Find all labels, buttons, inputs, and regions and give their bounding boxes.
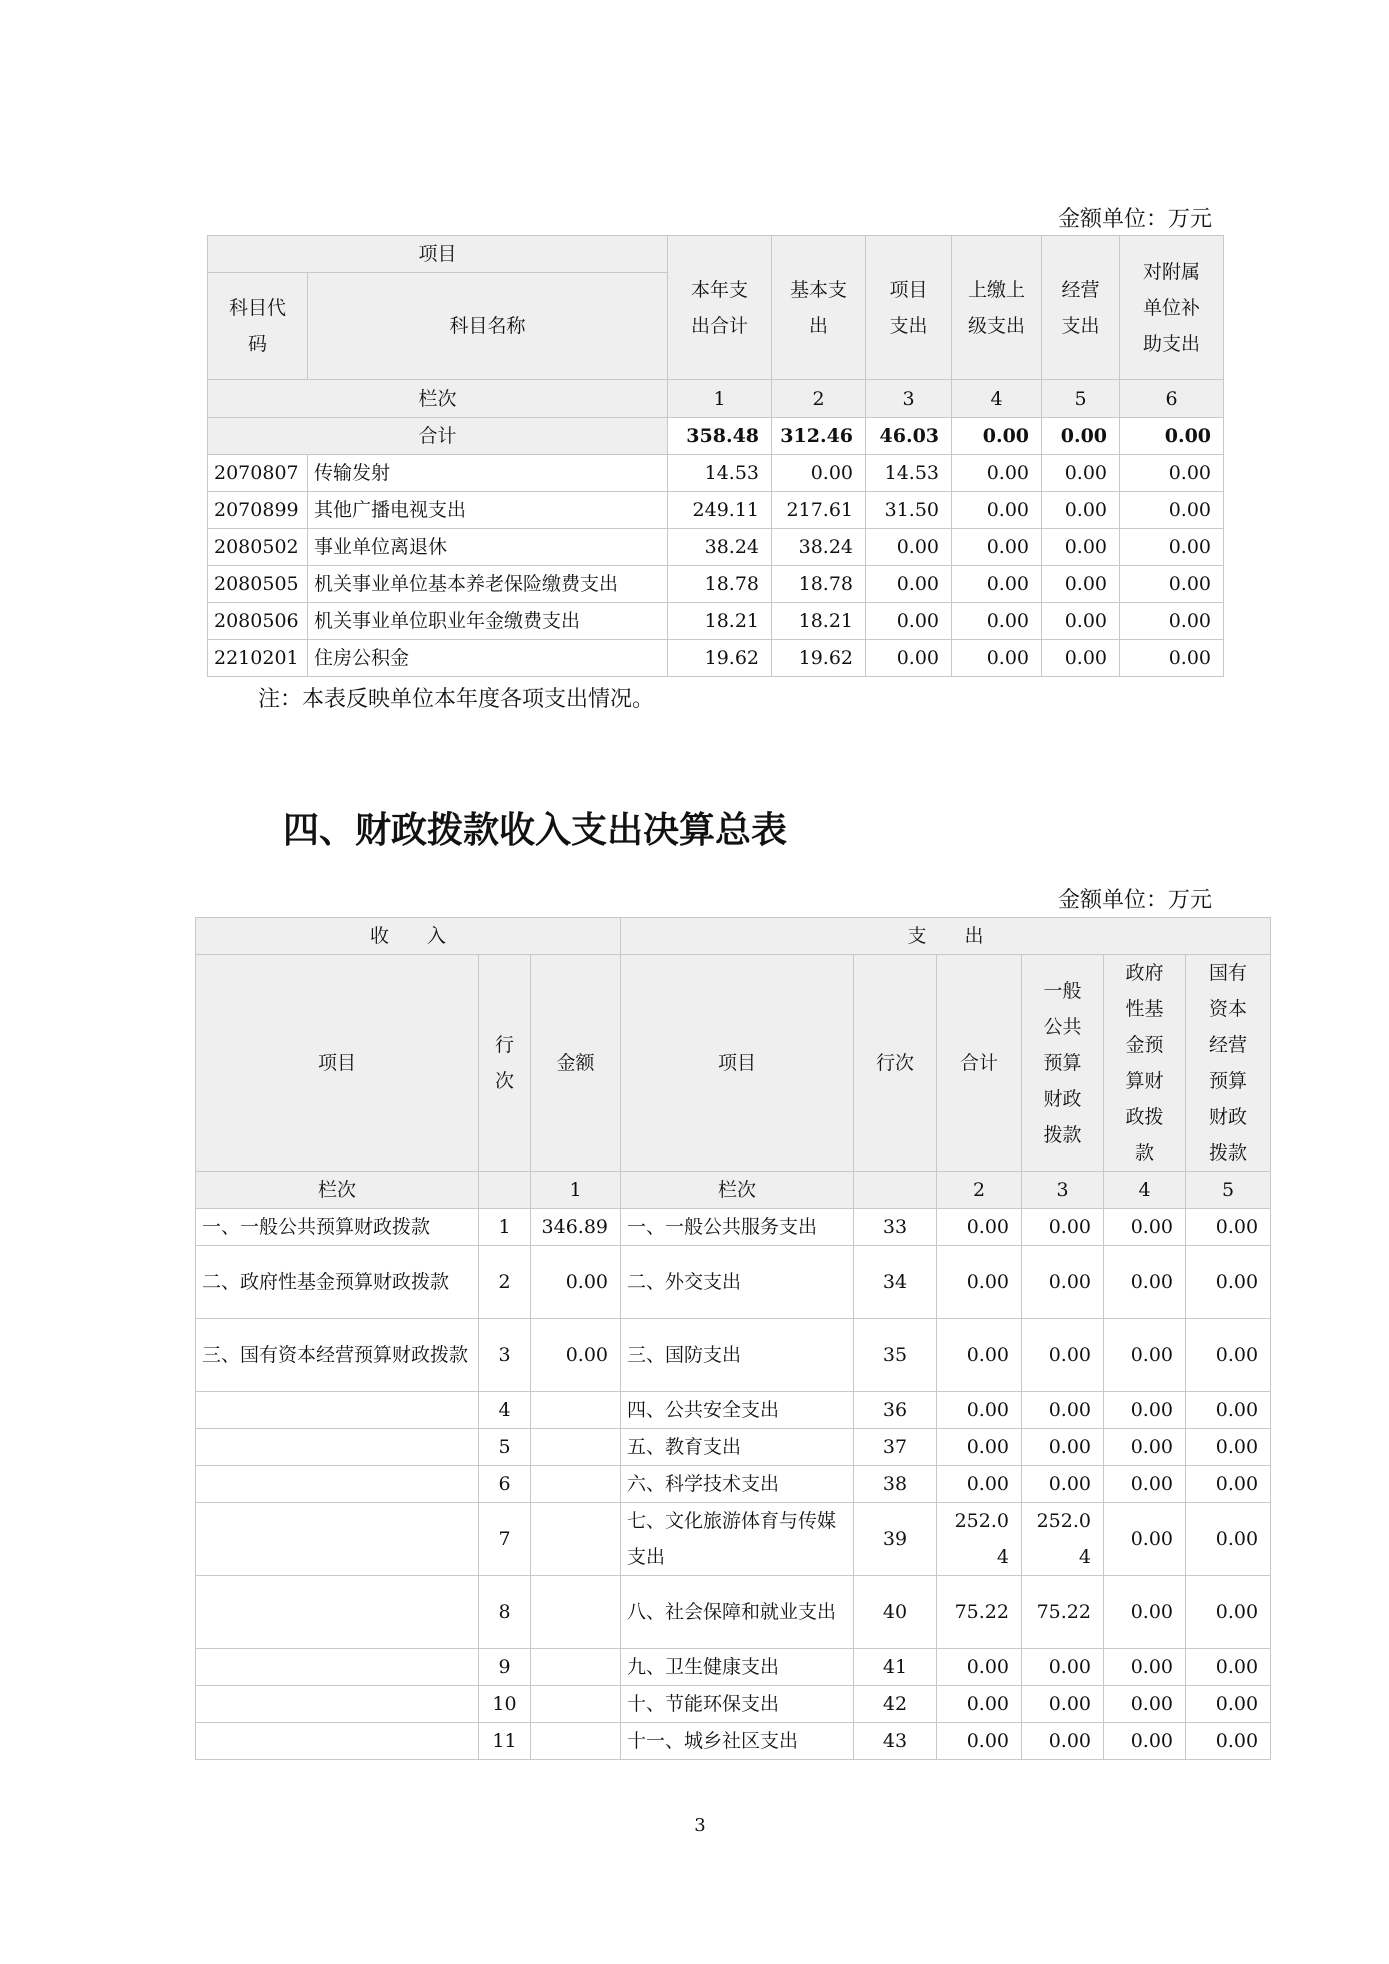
expense-table	[207, 235, 1224, 677]
expense-row-no: 41	[854, 1649, 937, 1686]
table-row	[196, 1649, 1271, 1686]
table-row	[196, 1576, 1271, 1649]
header-code: 科目代码	[208, 273, 308, 380]
header-item2: 项目	[621, 955, 854, 1172]
expense-amount: 0.00	[1186, 1503, 1271, 1576]
income-amount: 0.00	[531, 1319, 621, 1392]
expense-amount: 0.00	[1104, 1686, 1186, 1723]
income-row-no: 2	[479, 1246, 531, 1319]
expense-amount: 0.00	[937, 1209, 1022, 1246]
expense-amount: 0.00	[937, 1392, 1022, 1429]
expense-amount: 0.00	[1186, 1319, 1271, 1392]
expense-row-no: 40	[854, 1576, 937, 1649]
table-row	[196, 1466, 1271, 1503]
amount-cell: 18.78	[772, 566, 866, 603]
expense-amount: 0.00	[1186, 1576, 1271, 1649]
amount-cell: 0.00	[1042, 603, 1120, 640]
header-amount: 金额	[531, 955, 621, 1172]
expense-amount: 75.22	[1022, 1576, 1104, 1649]
expense-amount: 0.00	[1022, 1429, 1104, 1466]
subject-code: 2070807	[208, 455, 308, 492]
expense-row-no: 33	[854, 1209, 937, 1246]
expense-row-no: 37	[854, 1429, 937, 1466]
fiscal-summary-table	[195, 917, 1271, 1760]
income-row-no: 3	[479, 1319, 531, 1392]
income-item	[196, 1649, 479, 1686]
expense-item: 五、教育支出	[621, 1429, 854, 1466]
table-row	[196, 1723, 1271, 1760]
amount-cell: 18.21	[772, 603, 866, 640]
expense-amount: 0.00	[937, 1246, 1022, 1319]
total-value: 0.00	[1042, 418, 1120, 455]
amount-cell: 0.00	[1120, 492, 1224, 529]
expense-row-no: 36	[854, 1392, 937, 1429]
amount-cell: 0.00	[952, 566, 1042, 603]
subject-name: 机关事业单位基本养老保险缴费支出	[308, 566, 668, 603]
subject-code: 2080506	[208, 603, 308, 640]
amount-cell: 217.61	[772, 492, 866, 529]
expense-row-no: 34	[854, 1246, 937, 1319]
income-item	[196, 1466, 479, 1503]
income-row-no: 4	[479, 1392, 531, 1429]
table-row	[208, 566, 1224, 603]
expense-item: 七、文化旅游体育与传媒支出	[621, 1503, 854, 1576]
expense-amount: 0.00	[1104, 1246, 1186, 1319]
header-basic: 基本支出	[772, 236, 866, 380]
expense-amount: 0.00	[937, 1466, 1022, 1503]
col-num: 1	[531, 1172, 621, 1209]
table-row	[196, 1429, 1271, 1466]
expense-amount: 0.00	[1022, 1466, 1104, 1503]
expense-amount: 0.00	[1186, 1429, 1271, 1466]
col-label: 栏次	[208, 380, 668, 418]
amount-cell: 0.00	[1042, 455, 1120, 492]
total-value: 0.00	[1120, 418, 1224, 455]
expense-amount: 75.22	[937, 1576, 1022, 1649]
header-name: 科目名称	[308, 273, 668, 380]
income-amount: 0.00	[531, 1246, 621, 1319]
col-num-empty	[854, 1172, 937, 1209]
expense-amount: 0.00	[1104, 1466, 1186, 1503]
income-amount	[531, 1576, 621, 1649]
expense-amount: 252.04	[1022, 1503, 1104, 1576]
amount-cell: 0.00	[952, 603, 1042, 640]
col-num: 6	[1120, 380, 1224, 418]
amount-cell: 0.00	[866, 529, 952, 566]
expense-amount: 0.00	[1104, 1392, 1186, 1429]
header-project: 项目	[208, 236, 668, 273]
amount-cell: 0.00	[1120, 603, 1224, 640]
expense-amount: 0.00	[1022, 1723, 1104, 1760]
expense-item: 一、一般公共服务支出	[621, 1209, 854, 1246]
col-num: 2	[772, 380, 866, 418]
expense-amount: 0.00	[1104, 1649, 1186, 1686]
expense-amount: 0.00	[1022, 1686, 1104, 1723]
amount-cell: 0.00	[866, 566, 952, 603]
page-number: 3	[694, 1815, 706, 1836]
expense-amount: 0.00	[1186, 1686, 1271, 1723]
expense-amount: 0.00	[1186, 1392, 1271, 1429]
expense-amount: 0.00	[1022, 1319, 1104, 1392]
expense-item: 十一、城乡社区支出	[621, 1723, 854, 1760]
col-num-empty	[479, 1172, 531, 1209]
amount-cell: 0.00	[952, 529, 1042, 566]
header-project-expense: 项目支出	[866, 236, 952, 380]
amount-cell: 31.50	[866, 492, 952, 529]
amount-cell: 0.00	[952, 640, 1042, 677]
unit-label-table1: 金额单位：万元	[1057, 207, 1212, 232]
income-item	[196, 1392, 479, 1429]
amount-cell: 0.00	[866, 603, 952, 640]
expense-item: 九、卫生健康支出	[621, 1649, 854, 1686]
unit-label-table2: 金额单位：万元	[1057, 888, 1212, 913]
expense-amount: 0.00	[1104, 1429, 1186, 1466]
expense-amount: 0.00	[1186, 1209, 1271, 1246]
table-row	[196, 1209, 1271, 1246]
expense-amount: 0.00	[1186, 1246, 1271, 1319]
amount-cell: 0.00	[772, 455, 866, 492]
table-row	[208, 603, 1224, 640]
table-row	[208, 455, 1224, 492]
amount-cell: 0.00	[1120, 566, 1224, 603]
expense-item: 二、外交支出	[621, 1246, 854, 1319]
amount-cell: 18.78	[668, 566, 772, 603]
income-row-no: 11	[479, 1723, 531, 1760]
header-item: 项目	[196, 955, 479, 1172]
income-item	[196, 1576, 479, 1649]
expense-row-no: 43	[854, 1723, 937, 1760]
amount-cell: 19.62	[772, 640, 866, 677]
total-value: 0.00	[952, 418, 1042, 455]
income-amount	[531, 1686, 621, 1723]
income-row-no: 1	[479, 1209, 531, 1246]
amount-cell: 19.62	[668, 640, 772, 677]
income-item	[196, 1503, 479, 1576]
income-row-no: 8	[479, 1576, 531, 1649]
col-num: 4	[952, 380, 1042, 418]
expense-item: 十、节能环保支出	[621, 1686, 854, 1723]
subject-code: 2070899	[208, 492, 308, 529]
total-row	[208, 418, 1224, 455]
amount-cell: 0.00	[1120, 529, 1224, 566]
subject-code: 2080505	[208, 566, 308, 603]
expense-amount: 0.00	[937, 1686, 1022, 1723]
expense-row-no: 38	[854, 1466, 937, 1503]
header-expense: 支 出	[621, 918, 1271, 955]
expense-amount: 252.04	[937, 1503, 1022, 1576]
expense-amount: 0.00	[1186, 1466, 1271, 1503]
expense-row-no: 39	[854, 1503, 937, 1576]
income-amount	[531, 1429, 621, 1466]
col-num: 5	[1042, 380, 1120, 418]
table-row	[208, 529, 1224, 566]
expense-amount: 0.00	[1022, 1649, 1104, 1686]
header-general: 一般公共预算财政拨款	[1022, 955, 1104, 1172]
income-item: 三、国有资本经营预算财政拨款	[196, 1319, 479, 1392]
col-label: 栏次	[196, 1172, 479, 1209]
total-value: 358.48	[668, 418, 772, 455]
amount-cell: 0.00	[866, 640, 952, 677]
expense-amount: 0.00	[1104, 1319, 1186, 1392]
header-capital: 国有资本经营预算财政拨款	[1186, 955, 1271, 1172]
income-amount: 346.89	[531, 1209, 621, 1246]
table-row	[196, 1319, 1271, 1392]
subject-name: 传输发射	[308, 455, 668, 492]
header-row-no2: 行次	[854, 955, 937, 1172]
subject-name: 其他广播电视支出	[308, 492, 668, 529]
table-row	[208, 640, 1224, 677]
income-row-no: 6	[479, 1466, 531, 1503]
expense-amount: 0.00	[1186, 1723, 1271, 1760]
col-num: 3	[866, 380, 952, 418]
expense-amount: 0.00	[937, 1319, 1022, 1392]
amount-cell: 18.21	[668, 603, 772, 640]
header-subsidy: 对附属单位补助支出	[1120, 236, 1224, 380]
col-num: 5	[1186, 1172, 1271, 1209]
income-amount	[531, 1723, 621, 1760]
income-amount	[531, 1649, 621, 1686]
section-title: 四、财政拨款收入支出决算总表	[283, 810, 788, 851]
expense-amount: 0.00	[937, 1429, 1022, 1466]
expense-amount: 0.00	[937, 1649, 1022, 1686]
expense-amount: 0.00	[1022, 1209, 1104, 1246]
col-num: 2	[937, 1172, 1022, 1209]
subject-code: 2210201	[208, 640, 308, 677]
expense-amount: 0.00	[1104, 1723, 1186, 1760]
header-business: 经营支出	[1042, 236, 1120, 380]
income-row-no: 7	[479, 1503, 531, 1576]
expense-item: 四、公共安全支出	[621, 1392, 854, 1429]
col-num: 1	[668, 380, 772, 418]
col-num: 3	[1022, 1172, 1104, 1209]
expense-item: 六、科学技术支出	[621, 1466, 854, 1503]
table1-note: 注：本表反映单位本年度各项支出情况。	[258, 687, 655, 712]
amount-cell: 38.24	[772, 529, 866, 566]
header-upper: 上缴上级支出	[952, 236, 1042, 380]
total-label: 合计	[208, 418, 668, 455]
table-row	[196, 1246, 1271, 1319]
amount-cell: 0.00	[1042, 492, 1120, 529]
amount-cell: 38.24	[668, 529, 772, 566]
income-item	[196, 1429, 479, 1466]
expense-item: 八、社会保障和就业支出	[621, 1576, 854, 1649]
header-total: 本年支出合计	[668, 236, 772, 380]
income-amount	[531, 1503, 621, 1576]
amount-cell: 249.11	[668, 492, 772, 529]
expense-amount: 0.00	[937, 1723, 1022, 1760]
amount-cell: 0.00	[1042, 566, 1120, 603]
expense-row-no: 42	[854, 1686, 937, 1723]
header-total: 合计	[937, 955, 1022, 1172]
amount-cell: 14.53	[866, 455, 952, 492]
income-amount	[531, 1466, 621, 1503]
expense-amount: 0.00	[1022, 1392, 1104, 1429]
header-income: 收 入	[196, 918, 621, 955]
col-num: 4	[1104, 1172, 1186, 1209]
amount-cell: 14.53	[668, 455, 772, 492]
amount-cell: 0.00	[952, 492, 1042, 529]
subject-code: 2080502	[208, 529, 308, 566]
income-row-no: 9	[479, 1649, 531, 1686]
total-value: 46.03	[866, 418, 952, 455]
header-fund: 政府性基金预算财政拨款	[1104, 955, 1186, 1172]
subject-name: 住房公积金	[308, 640, 668, 677]
income-item	[196, 1723, 479, 1760]
expense-amount: 0.00	[1104, 1209, 1186, 1246]
expense-amount: 0.00	[1186, 1649, 1271, 1686]
expense-amount: 0.00	[1022, 1246, 1104, 1319]
table-row	[208, 492, 1224, 529]
expense-item: 三、国防支出	[621, 1319, 854, 1392]
income-item	[196, 1686, 479, 1723]
subject-name: 机关事业单位职业年金缴费支出	[308, 603, 668, 640]
table-row	[196, 1392, 1271, 1429]
amount-cell: 0.00	[1042, 640, 1120, 677]
income-amount	[531, 1392, 621, 1429]
amount-cell: 0.00	[1120, 640, 1224, 677]
expense-row-no: 35	[854, 1319, 937, 1392]
subject-name: 事业单位离退休	[308, 529, 668, 566]
income-item: 二、政府性基金预算财政拨款	[196, 1246, 479, 1319]
total-value: 312.46	[772, 418, 866, 455]
amount-cell: 0.00	[1120, 455, 1224, 492]
amount-cell: 0.00	[1042, 529, 1120, 566]
expense-amount: 0.00	[1104, 1576, 1186, 1649]
table-row	[196, 1686, 1271, 1723]
amount-cell: 0.00	[952, 455, 1042, 492]
expense-amount: 0.00	[1104, 1503, 1186, 1576]
col-label2: 栏次	[621, 1172, 854, 1209]
table-row	[196, 1503, 1271, 1576]
income-row-no: 5	[479, 1429, 531, 1466]
header-row-no: 行次	[479, 955, 531, 1172]
income-row-no: 10	[479, 1686, 531, 1723]
income-item: 一、一般公共预算财政拨款	[196, 1209, 479, 1246]
